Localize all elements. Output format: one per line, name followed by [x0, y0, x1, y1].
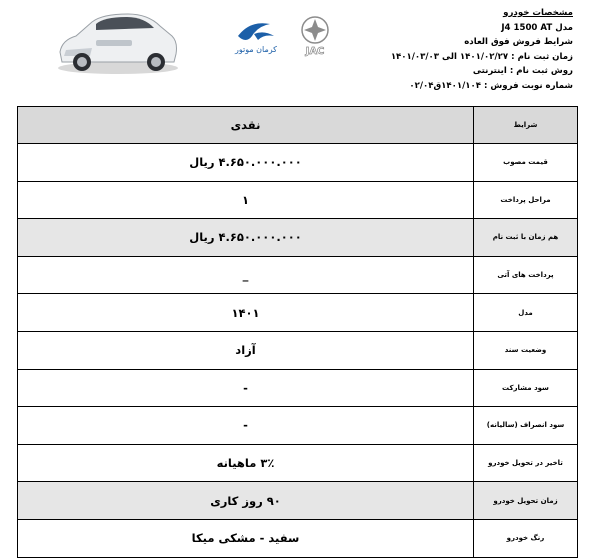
row-value: ۳٪ ماهیانه	[18, 444, 474, 482]
info-model: مدل J4 1500 AT	[501, 22, 573, 33]
row-value: ۱	[18, 181, 474, 219]
row-label: هم زمان با ثبت نام	[474, 219, 578, 257]
table-row	[18, 219, 578, 257]
car-info	[383, 6, 573, 94]
info-title: مشخصات خودرو	[503, 8, 573, 18]
header	[0, 0, 589, 106]
row-label: پرداخت های آتی	[474, 256, 578, 294]
jac-logo	[286, 14, 344, 58]
table-row	[18, 294, 578, 332]
kerman-motor-logo	[228, 14, 284, 58]
row-label: شرایط	[474, 107, 578, 144]
table-row	[18, 144, 578, 182]
jac-logo-text: JAC	[305, 46, 325, 57]
table-row	[18, 331, 578, 369]
table-row	[18, 369, 578, 407]
table-body	[18, 107, 578, 558]
row-value: ۹۰ روز کاری	[18, 482, 474, 520]
row-value: -	[18, 407, 474, 445]
row-label: سود انصراف (سالیانه)	[474, 407, 578, 445]
car-image	[52, 4, 182, 76]
row-value: نقدی	[18, 107, 474, 144]
row-value: آزاد	[18, 331, 474, 369]
table-row	[18, 482, 578, 520]
table-row	[18, 407, 578, 445]
row-label: زمان تحویل خودرو	[474, 482, 578, 520]
row-label: تاخیر در تحویل خودرو	[474, 444, 578, 482]
row-value: _	[18, 256, 474, 294]
table-row	[18, 256, 578, 294]
info-turn-number: شماره نوبت فروش : ۱۴۰۱/۱۰۴ق۰۲/۰۴	[409, 80, 573, 91]
row-label: وضعیت سند	[474, 331, 578, 369]
kerman-logo-text: کرمان موتور	[234, 45, 278, 54]
row-value: سفید - مشکی میکا	[18, 519, 474, 557]
table-row	[18, 107, 578, 144]
row-value: ۴.۶۵۰.۰۰۰.۰۰۰ ریال	[18, 219, 474, 257]
table-row	[18, 181, 578, 219]
row-label: قیمت مصوب	[474, 144, 578, 182]
row-value: ۱۴۰۱	[18, 294, 474, 332]
row-value: -	[18, 369, 474, 407]
info-registration-method: روش ثبت نام : اینترنتی	[472, 66, 573, 77]
sales-conditions-table	[17, 106, 578, 558]
row-value: ۴.۶۵۰.۰۰۰.۰۰۰ ریال	[18, 144, 474, 182]
row-label: رنگ خودرو	[474, 519, 578, 557]
row-label: مدل	[474, 294, 578, 332]
info-conditions: شرایط فروش فوق العاده	[464, 37, 573, 48]
table-row	[18, 519, 578, 557]
info-registration-time: زمان ثبت نام : ۱۴۰۱/۰۲/۲۷ الی ۱۴۰۱/۰۳/۰۳	[390, 51, 573, 62]
row-label: مراحل پرداخت	[474, 181, 578, 219]
row-label: سود مشارکت	[474, 369, 578, 407]
table-row	[18, 444, 578, 482]
